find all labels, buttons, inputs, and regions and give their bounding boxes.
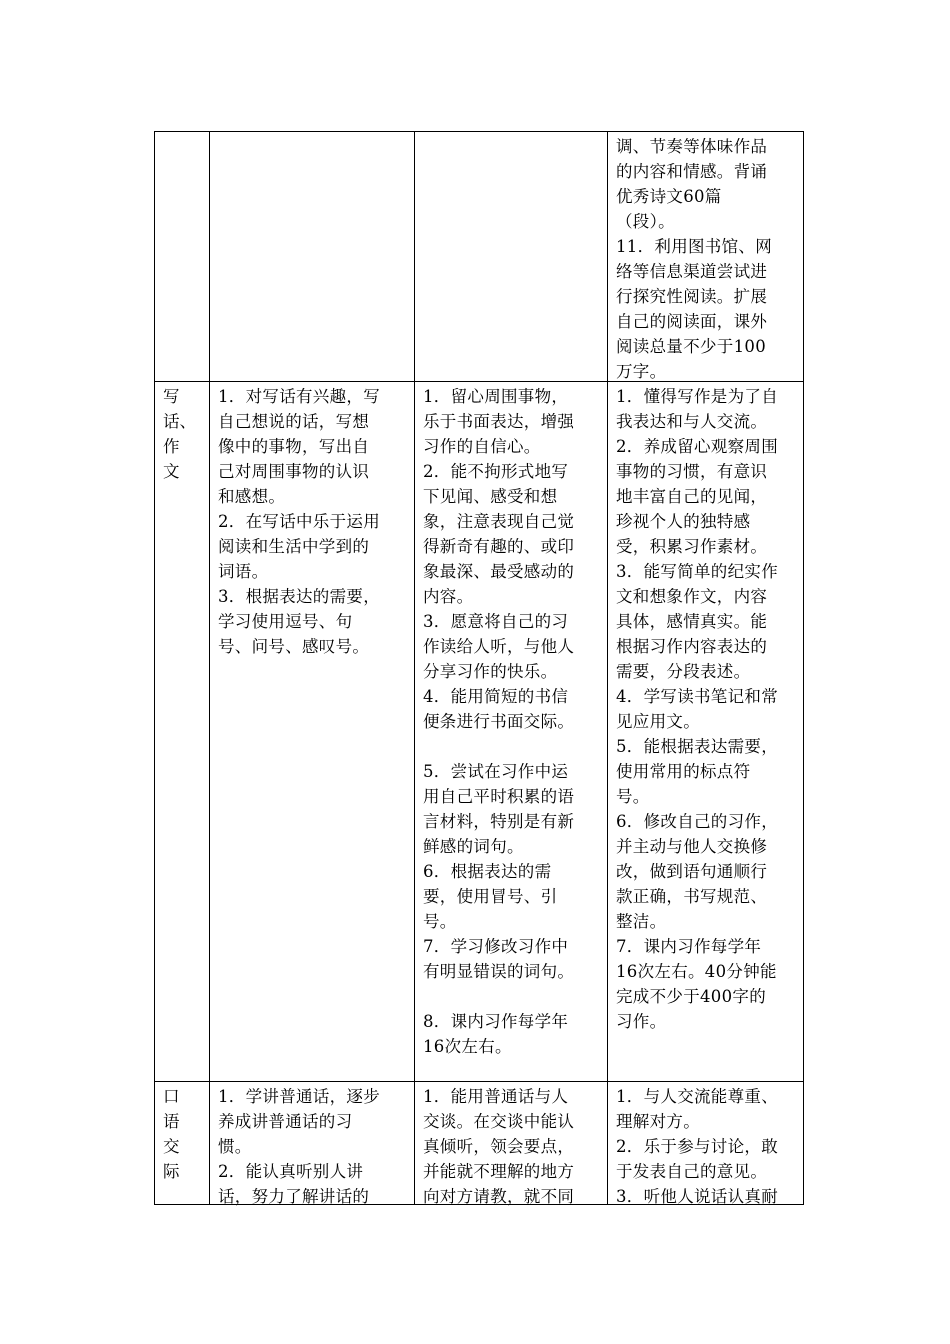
cell-line: 阅读和生活中学到的 — [218, 537, 370, 556]
cell-line: 1．与人交流能尊重、 — [616, 1087, 778, 1106]
cell-line: 3．听他人说话认真耐 — [616, 1187, 778, 1206]
cell-line: 下见闻、感受和想 — [423, 487, 558, 506]
cell-line: 2．养成留心观察周围 — [616, 437, 778, 456]
table-border-top — [154, 131, 804, 132]
table-cell — [423, 1084, 605, 1209]
header-char: 话、 — [163, 412, 196, 431]
cell-line: 和感想。 — [218, 487, 286, 506]
cell-line: 事物的习惯，有意识 — [616, 462, 768, 481]
cell-line: 习作的自信心。 — [423, 437, 541, 456]
cell-line: 5．尝试在习作中运 — [423, 762, 569, 781]
cell-line: 并能就不理解的地方 — [423, 1162, 575, 1181]
cell-line: 16次左右。 — [423, 1037, 512, 1056]
cell-line: 自己的阅读面，课外 — [616, 312, 768, 331]
cell-line: 有明显错误的词句。 — [423, 962, 575, 981]
cell-line: 号。 — [616, 787, 650, 806]
cell-line: 的内容和情感。背诵 — [616, 162, 768, 181]
cell-line: 优秀诗文60篇 — [616, 187, 722, 206]
cell-line: 自己想说的话，写想 — [218, 412, 370, 431]
header-char: 文 — [163, 462, 180, 481]
cell-line: 款正确，书写规范、 — [616, 887, 768, 906]
header-char: 语 — [163, 1112, 180, 1131]
cell-line: 象最深、最受感动的 — [423, 562, 575, 581]
cell-line: 于发表自己的意见。 — [616, 1162, 768, 1181]
column-divider — [209, 131, 210, 1205]
header-char: 作 — [163, 437, 180, 456]
cell-line: 理解对方。 — [616, 1112, 700, 1131]
cell-line: 分享习作的快乐。 — [423, 662, 558, 681]
header-char: 写 — [163, 387, 180, 406]
cell-line: 行探究性阅读。扩展 — [616, 287, 768, 306]
cell-line: 改，做到语句通顺行 — [616, 862, 768, 881]
cell-line: 4．学写读书笔记和常 — [616, 687, 778, 706]
cell-line: 7．学习修改习作中 — [423, 937, 569, 956]
cell-line: 地丰富自己的见闻， — [616, 487, 768, 506]
cell-line: 1．学讲普通话，逐步 — [218, 1087, 380, 1106]
cell-line: 根据习作内容表达的 — [616, 637, 768, 656]
cell-line: 内容。 — [423, 587, 474, 606]
cell-line: 1．留心周围事物， — [423, 387, 569, 406]
cell-blank-line — [423, 734, 605, 759]
cell-line: 用自己平时积累的语 — [423, 787, 575, 806]
row-header-oral — [163, 1084, 180, 1184]
cell-line: 像中的事物，写出自 — [218, 437, 370, 456]
table-border-right — [803, 131, 804, 1205]
cell-line: 11．利用图书馆、网 — [616, 237, 772, 256]
cell-line: 言材料，特别是有新 — [423, 812, 575, 831]
cell-line: 向对方请教，就不同 — [423, 1187, 575, 1206]
cell-line: 2．乐于参与讨论，敢 — [616, 1137, 778, 1156]
cell-line: 乐于书面表达，增强 — [423, 412, 575, 431]
column-divider — [414, 131, 415, 1205]
cell-line: 整洁。 — [616, 912, 667, 931]
table-cell — [616, 134, 802, 384]
table-cell — [423, 384, 605, 1059]
cell-blank-line — [423, 984, 605, 1009]
cell-line: 我表达和与人交流。 — [616, 412, 768, 431]
cell-line: 习作。 — [616, 1012, 667, 1031]
table-cell — [616, 384, 802, 1034]
cell-line: 阅读总量不少于100 — [616, 337, 766, 356]
header-char: 交 — [163, 1137, 180, 1156]
column-divider — [154, 131, 155, 1205]
column-divider — [607, 131, 608, 1205]
cell-line: 词语。 — [218, 562, 269, 581]
cell-line: 号、问号、感叹号。 — [218, 637, 370, 656]
cell-line: 2．在写话中乐于运用 — [218, 512, 380, 531]
cell-line: 5．能根据表达需要， — [616, 737, 778, 756]
cell-line: 便条进行书面交际。 — [423, 712, 575, 731]
cell-line: 得新奇有趣的、或印 — [423, 537, 575, 556]
cell-line: 文和想象作文，内容 — [616, 587, 768, 606]
cell-line: 3．根据表达的需要， — [218, 587, 380, 606]
cell-line: 1．懂得写作是为了自 — [616, 387, 778, 406]
cell-line: 学习使用逗号、句 — [218, 612, 353, 631]
cell-line: 惯。 — [218, 1137, 252, 1156]
cell-line: 要，使用冒号、引 — [423, 887, 558, 906]
cell-line: 号。 — [423, 912, 457, 931]
cell-line: 6．修改自己的习作， — [616, 812, 778, 831]
cell-line: 络等信息渠道尝试进 — [616, 262, 768, 281]
row-divider — [154, 1081, 804, 1082]
table-cell — [218, 384, 412, 659]
cell-line: 己对周围事物的认识 — [218, 462, 370, 481]
cell-line: 使用常用的标点符 — [616, 762, 751, 781]
cell-line: 珍视个人的独特感 — [616, 512, 751, 531]
cell-line: 交谈。在交谈中能认 — [423, 1112, 575, 1131]
cell-line: 话，努力了解讲话的 — [218, 1187, 370, 1206]
cell-line: 并主动与他人交换修 — [616, 837, 768, 856]
cell-line: 3．能写简单的纪实作 — [616, 562, 778, 581]
cell-line: 3．愿意将自己的习 — [423, 612, 569, 631]
cell-line: 受，积累习作素材。 — [616, 537, 768, 556]
cell-line: 7．课内习作每学年 — [616, 937, 762, 956]
cell-line: 6．根据表达的需 — [423, 862, 552, 881]
header-char: 际 — [163, 1162, 180, 1181]
cell-line: 万字。 — [616, 362, 667, 381]
cell-line: 养成讲普通话的习 — [218, 1112, 353, 1131]
cell-line: 鲜感的词句。 — [423, 837, 524, 856]
cell-line: 见应用文。 — [616, 712, 700, 731]
cell-line: 4．能用简短的书信 — [423, 687, 569, 706]
cell-line: 调、节奏等体味作品 — [616, 137, 768, 156]
cell-line: 象，注意表现自己觉 — [423, 512, 575, 531]
row-header-writing — [163, 384, 196, 484]
cell-line: 2．能不拘形式地写 — [423, 462, 569, 481]
cell-line: 作读给人听，与他人 — [423, 637, 575, 656]
cell-line: 完成不少于400字的 — [616, 987, 766, 1006]
cell-line: 需要，分段表述。 — [616, 662, 751, 681]
table-cell — [218, 1084, 412, 1209]
cell-line: 1．能用普通话与人 — [423, 1087, 569, 1106]
cell-line: 具体，感情真实。能 — [616, 612, 768, 631]
header-char: 口 — [163, 1087, 180, 1106]
cell-line: 1．对写话有兴趣，写 — [218, 387, 380, 406]
cell-line: 真倾听，领会要点， — [423, 1137, 575, 1156]
cell-line: （段）。 — [616, 212, 675, 231]
table-cell — [616, 1084, 802, 1209]
cell-line: 8．课内习作每学年 — [423, 1012, 569, 1031]
cell-line: 16次左右。40分钟能 — [616, 962, 777, 981]
cell-line: 2．能认真听别人讲 — [218, 1162, 364, 1181]
